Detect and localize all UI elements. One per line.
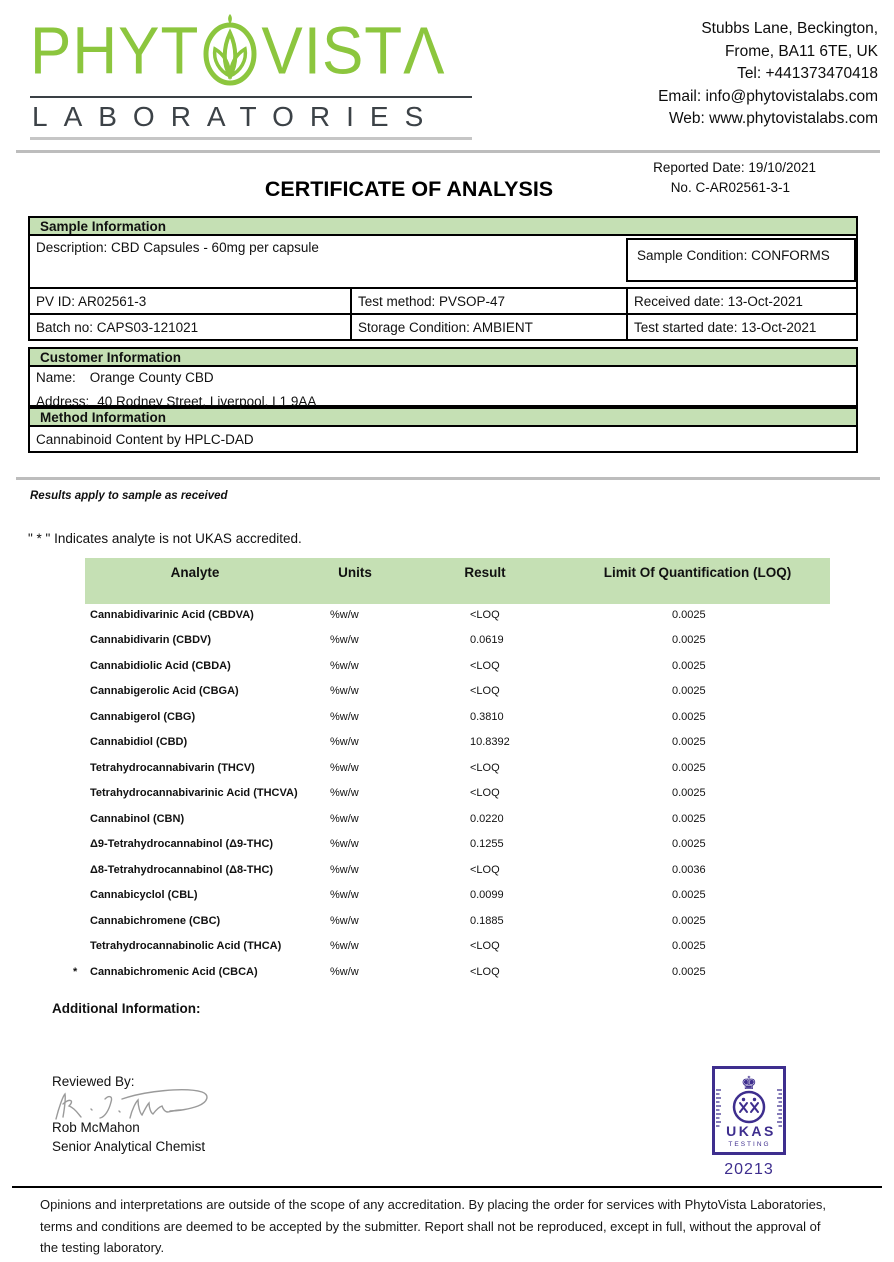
customer-info-header: Customer Information	[28, 347, 858, 367]
method-info-header: Method Information	[28, 407, 858, 427]
analyte-name: Cannabigerol (CBG)	[90, 710, 196, 723]
table-row	[85, 679, 830, 705]
result-value: 0.0619	[470, 634, 504, 647]
table-row	[85, 908, 830, 934]
address-line: Web: www.phytovistalabs.com	[668, 110, 878, 127]
loq-value: 0.0025	[672, 838, 706, 851]
result-value: <LOQ	[470, 659, 500, 672]
analyte-name: Cannabidiol (CBD)	[90, 736, 188, 749]
loq-value: 0.0025	[672, 736, 706, 749]
logo-text-lambda: Λ	[403, 14, 446, 89]
not-accredited-asterisk: *	[73, 965, 78, 978]
ukas-accreditation-mark	[712, 1066, 786, 1179]
units-value: %w/w	[330, 787, 359, 800]
page-title: CERTIFICATE OF ANALYSIS	[264, 177, 554, 201]
units-value: %w/w	[330, 940, 359, 953]
loq-value: 0.0025	[672, 812, 706, 825]
result-value: <LOQ	[470, 940, 500, 953]
section-divider	[16, 477, 880, 480]
footer-line-text: terms and conditions are deemed to be accepted by the submitter. Report shall not be reproduced, except in full, without the approval of	[40, 1218, 821, 1234]
analyte-name: Cannabigerolic Acid (CBGA)	[90, 685, 239, 698]
results-table-header	[85, 558, 830, 604]
analyte-name: Cannabidivarinic Acid (CBDVA)	[90, 608, 254, 621]
units-value: %w/w	[330, 685, 359, 698]
result-value: <LOQ	[470, 787, 500, 800]
footer-disclaimer	[40, 1194, 860, 1259]
analyte-name: Cannabinol (CBN)	[90, 812, 185, 825]
additional-info-label: Additional Information:	[52, 1001, 201, 1016]
loq-value: 0.0025	[672, 914, 706, 927]
logo-subtitle: LABORATORIES	[32, 101, 440, 132]
customer-address-value: 40 Rodney Street, Liverpool, L1 9AA	[97, 394, 317, 409]
batch-no: Batch no: CAPS03-121021	[28, 313, 352, 341]
sample-info-row-1	[28, 287, 858, 315]
table-row	[85, 653, 830, 679]
address-line: Stubbs Lane, Beckington,	[701, 20, 878, 37]
table-row	[85, 934, 830, 960]
table-row	[85, 883, 830, 909]
logo-text-left: PHYT	[30, 14, 200, 89]
analyte-name: Tetrahydrocannabivarin (THCV)	[90, 761, 255, 774]
analyte-name: Tetrahydrocannabivarinic Acid (THCVA)	[90, 787, 298, 800]
logo-text-right: VIST	[261, 14, 404, 89]
loq-value: 0.0025	[672, 659, 706, 672]
table-row	[85, 628, 830, 654]
result-value: <LOQ	[470, 685, 500, 698]
result-value: 0.3810	[470, 710, 504, 723]
result-value: 10.8392	[470, 736, 510, 749]
svg-text:TESTING: TESTING	[728, 1141, 771, 1148]
table-row	[73, 959, 830, 985]
analyte-name: Cannabichromene (CBC)	[90, 914, 221, 927]
result-value: 0.1255	[470, 838, 504, 851]
sample-info-header: Sample Information	[28, 216, 858, 236]
result-value: 0.1885	[470, 914, 504, 927]
crown-icon: ♚	[740, 1073, 758, 1094]
result-value: <LOQ	[470, 761, 500, 774]
report-number: No. C-AR02561-3-1	[670, 180, 790, 195]
analyte-name: Tetrahydrocannabinolic Acid (THCA)	[90, 940, 282, 953]
results-note: Results apply to sample as received	[30, 490, 228, 502]
units-value: %w/w	[330, 838, 359, 851]
footer-line-text: the testing laboratory.	[40, 1240, 165, 1255]
address-line: Frome, BA11 6TE, UK	[724, 42, 878, 60]
reviewed-by-label: Reviewed By:	[52, 1074, 135, 1089]
loq-value: 0.0025	[672, 761, 706, 774]
units-value: %w/w	[330, 634, 359, 647]
ukas-number: 20213	[724, 1161, 774, 1178]
customer-box	[28, 365, 858, 407]
column-header-result: Result	[464, 565, 506, 580]
loq-value: 0.0025	[672, 685, 706, 698]
column-header-units: Units	[338, 565, 372, 580]
table-row	[85, 602, 830, 628]
results-table-body	[73, 602, 830, 985]
units-value: %w/w	[330, 659, 359, 672]
analyte-name: Δ9-Tetrahydrocannabinol (Δ9-THC)	[90, 838, 274, 851]
logo-divider-bottom	[30, 137, 472, 140]
loq-value: 0.0025	[672, 608, 706, 621]
storage-condition: Storage Condition: AMBIENT	[350, 313, 628, 341]
reported-date: Reported Date: 19/10/2021	[653, 160, 816, 175]
phytovista-logo	[30, 12, 472, 140]
received-date: Received date: 13-Oct-2021	[626, 287, 858, 315]
loq-value: 0.0025	[672, 787, 706, 800]
reviewer-title: Senior Analytical Chemist	[52, 1139, 206, 1154]
footer-divider	[12, 1186, 882, 1188]
reviewer-block	[52, 1118, 205, 1156]
logo-divider-top	[30, 96, 472, 98]
units-value: %w/w	[330, 965, 359, 978]
result-value: <LOQ	[470, 965, 500, 978]
result-value: 0.0099	[470, 889, 504, 902]
ukas-accreditation-note: " * " Indicates analyte is not UKAS accredited.	[28, 531, 302, 546]
result-value: <LOQ	[470, 863, 500, 876]
loq-value: 0.0025	[672, 710, 706, 723]
units-value: %w/w	[330, 889, 359, 902]
table-row	[85, 832, 830, 858]
table-row	[85, 806, 830, 832]
test-method: Test method: PVSOP-47	[350, 287, 628, 315]
description-row	[28, 234, 858, 289]
loq-value: 0.0025	[672, 965, 706, 978]
units-value: %w/w	[330, 863, 359, 876]
table-row	[85, 755, 830, 781]
column-header-loq: Limit Of Quantification (LOQ)	[603, 565, 792, 580]
svg-text:UKAS: UKAS	[726, 1123, 776, 1139]
header-divider	[16, 150, 880, 153]
result-value: <LOQ	[470, 608, 500, 621]
analyte-name: Cannabicyclol (CBL)	[90, 889, 198, 902]
leaf-emblem-icon	[202, 14, 258, 86]
units-value: %w/w	[330, 608, 359, 621]
info-table	[28, 216, 858, 453]
sample-info-row-2	[28, 313, 858, 341]
footer-line-text: Opinions and interpretations are outside of the scope of any accreditation. By placing the order for services with PhytoVista Laboratories,	[40, 1197, 826, 1212]
analyte-name: Cannabidivarin (CBDV)	[90, 634, 212, 647]
sample-condition: Sample Condition: CONFORMS	[626, 238, 856, 282]
table-row	[85, 781, 830, 807]
sample-description: Description: CBD Capsules - 60mg per capsule	[36, 240, 319, 255]
units-value: %w/w	[330, 761, 359, 774]
analyte-name: Cannabidiolic Acid (CBDA)	[90, 659, 231, 672]
results-table	[73, 558, 830, 985]
result-value: 0.0220	[470, 812, 504, 825]
address-line: Email: info@phytovistalabs.com	[658, 87, 878, 105]
lab-address-block	[658, 18, 878, 131]
loq-value: 0.0025	[672, 940, 706, 953]
column-header-analyte: Analyte	[170, 565, 220, 580]
analyte-name: Δ8-Tetrahydrocannabinol (Δ8-THC)	[90, 863, 274, 876]
units-value: %w/w	[330, 812, 359, 825]
customer-address-label: Address:	[36, 394, 90, 409]
loq-value: 0.0036	[672, 863, 706, 876]
units-value: %w/w	[330, 710, 359, 723]
ukas-logo-icon	[712, 1066, 786, 1155]
units-value: %w/w	[330, 736, 359, 749]
table-row	[85, 857, 830, 883]
customer-name-line	[36, 370, 856, 385]
method-description: Cannabinoid Content by HPLC-DAD	[28, 425, 858, 453]
address-line: Tel: +441373470418	[737, 65, 878, 82]
units-value: %w/w	[330, 914, 359, 927]
table-row	[85, 730, 830, 756]
logo-wordmark	[30, 12, 472, 92]
customer-name-label: Name:	[36, 370, 76, 385]
loq-value: 0.0025	[672, 634, 706, 647]
pv-id: PV ID: AR02561-3	[28, 287, 352, 315]
loq-value: 0.0025	[672, 889, 706, 902]
reviewer-name: Rob McMahon	[52, 1120, 140, 1135]
table-row	[85, 704, 830, 730]
customer-name-value: Orange County CBD	[89, 370, 214, 385]
analyte-name: Cannabichromenic Acid (CBCA)	[90, 965, 258, 978]
test-started-date: Test started date: 13-Oct-2021	[626, 313, 858, 341]
